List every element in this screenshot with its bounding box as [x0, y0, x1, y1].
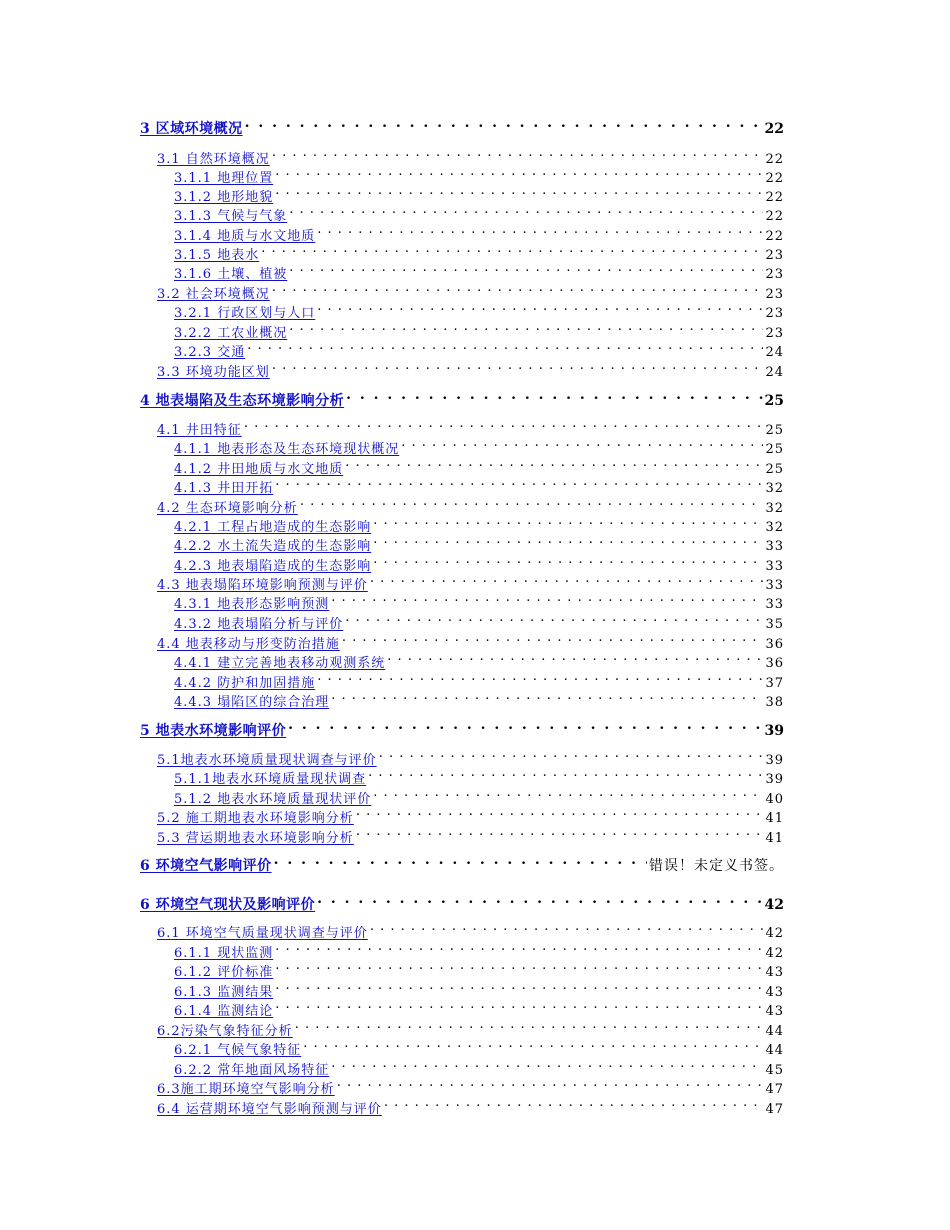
toc-entry[interactable] [174, 317, 784, 341]
toc-entry[interactable] [174, 686, 784, 710]
dot-leader [373, 511, 763, 531]
toc-entry-page-number: 23 [765, 287, 784, 302]
toc-entry-page-number: 33 [765, 559, 784, 574]
toc-entry[interactable] [157, 802, 784, 826]
toc-entry[interactable] [174, 336, 784, 360]
dot-leader [342, 628, 764, 648]
toc-entry-title-link[interactable]: 6.3施工期环境空气影响分析 [157, 1082, 335, 1097]
toc-entry-page-number: 44 [765, 1043, 784, 1058]
toc-entry[interactable] [174, 937, 784, 961]
dot-leader [272, 356, 764, 376]
toc-entry[interactable] [174, 162, 784, 186]
dot-leader [244, 414, 764, 434]
toc-entry-page-number: 47 [765, 1082, 784, 1097]
dot-leader [373, 550, 763, 570]
dot-leader [373, 783, 763, 803]
toc-entry[interactable] [174, 588, 784, 612]
toc-entry-page-number: 22 [765, 229, 784, 244]
dot-leader [245, 113, 763, 133]
toc-entry-title-link[interactable]: 3.1.5 地表水 [174, 248, 260, 263]
toc-entry[interactable] [140, 113, 784, 137]
toc-entry[interactable] [174, 608, 784, 632]
toc-entry-title-link[interactable]: 5.3 营运期地表水环境影响分析 [157, 831, 354, 846]
dot-leader [331, 686, 763, 706]
toc-entry-page-number: 43 [765, 1004, 784, 1019]
toc-entry-page-number: 39 [764, 723, 784, 739]
dot-leader [275, 472, 763, 492]
toc-entry-title-link[interactable]: 4.3.1 地表形态影响预测 [174, 597, 330, 612]
dot-leader [345, 608, 763, 628]
dot-leader [370, 569, 764, 589]
toc-entry-title-link[interactable]: 6 环境空气影响评价 [140, 858, 272, 874]
toc-entry-page-number: 43 [765, 965, 784, 980]
toc-entry[interactable] [157, 1093, 784, 1117]
dot-leader [384, 1093, 764, 1113]
dot-leader [370, 917, 764, 937]
toc-entry[interactable] [140, 715, 784, 739]
toc-entry-page-number: 23 [765, 306, 784, 321]
toc-entry[interactable] [157, 628, 784, 652]
toc-entry[interactable] [174, 763, 784, 787]
toc-entry-title-link[interactable]: 6.1.3 监测结果 [174, 985, 274, 1000]
toc-entry-title-link[interactable]: 4.1.3 井田开拓 [174, 481, 274, 496]
toc-entry-page-number: 40 [765, 792, 784, 807]
dot-leader [379, 744, 764, 764]
toc-entry-page-number: 22 [765, 171, 784, 186]
dot-leader [261, 239, 763, 259]
dot-leader [368, 763, 763, 783]
toc-entry-page-number: 25 [765, 423, 784, 438]
toc-entry-page-number: 25 [765, 442, 784, 457]
toc-entry-title-link[interactable]: 3.2.1 行政区划与人口 [174, 306, 316, 321]
toc-entry[interactable] [174, 453, 784, 477]
toc-entry-title-link[interactable]: 4.4 地表移动与形变防治措施 [157, 637, 340, 652]
toc-entry[interactable] [174, 667, 784, 691]
toc-entry-page-number: 44 [765, 1024, 784, 1039]
toc-entry[interactable] [174, 511, 784, 535]
toc-entry[interactable] [157, 492, 784, 516]
toc-entry-page-number: 32 [765, 501, 784, 516]
toc-entry-page-number: 23 [765, 326, 784, 341]
toc-entry-page-number: 32 [765, 520, 784, 535]
toc-entry[interactable] [140, 385, 784, 409]
toc-entry-title-link[interactable]: 4 地表塌陷及生态环境影响分析 [140, 393, 345, 409]
toc-entry-error-text: 错误！未定义书签。 [649, 858, 784, 874]
dot-leader [289, 258, 763, 278]
toc-entry-title-link[interactable]: 4.2.3 地表塌陷造成的生态影响 [174, 559, 372, 574]
dot-leader [275, 937, 763, 957]
toc-entry-page-number: 36 [765, 637, 784, 652]
toc-entry-title-link[interactable]: 5.2 施工期地表水环境影响分析 [157, 811, 354, 826]
toc-entry-page-number: 35 [765, 617, 784, 632]
toc-entry[interactable] [174, 956, 784, 980]
toc-entry-page-number: 42 [765, 946, 784, 961]
toc-entry-title-link[interactable]: 5.1地表水环境质量现状调查与评价 [157, 753, 377, 768]
toc-entry-title-link[interactable]: 3.1.4 地质与水文地质 [174, 229, 316, 244]
dot-leader [317, 297, 763, 317]
toc-entry-title-link[interactable]: 5.1.1地表水环境质量现状调查 [174, 772, 367, 787]
toc-entry-page-number: 42 [765, 926, 784, 941]
toc-entry[interactable] [157, 822, 784, 846]
dot-leader [401, 433, 763, 453]
dot-leader [274, 850, 647, 870]
toc-entry-title-link[interactable]: 4.1.1 地表形态及生态环境现状概况 [174, 442, 400, 457]
toc-entry[interactable] [174, 297, 784, 321]
dot-leader [288, 715, 762, 735]
toc-entry[interactable] [157, 569, 784, 593]
toc-entry-title-link[interactable]: 6 环境空气现状及影响评价 [140, 897, 316, 913]
toc-entry[interactable] [157, 356, 784, 380]
toc-entry-page-number: 39 [765, 753, 784, 768]
toc-entry-page-number: 47 [765, 1102, 784, 1117]
toc-entry-title-link[interactable]: 4.2.2 水土流失造成的生态影响 [174, 539, 372, 554]
toc-entry-title-link[interactable]: 3.1 自然环境概况 [157, 152, 270, 167]
toc-entry-page-number: 25 [764, 393, 784, 409]
toc-entry[interactable] [157, 143, 784, 167]
toc-entry-page-number: 41 [765, 811, 784, 826]
toc-entry[interactable] [174, 530, 784, 554]
toc-entry[interactable] [157, 744, 784, 768]
toc-entry-page-number: 42 [764, 897, 784, 913]
dot-leader [275, 181, 763, 201]
dot-leader [331, 1054, 763, 1074]
toc-entry-title-link[interactable]: 3.1.1 地理位置 [174, 171, 274, 186]
dot-leader [317, 667, 763, 687]
toc-entry-page-number: 22 [765, 190, 784, 205]
toc-entry[interactable] [174, 433, 784, 457]
dot-leader [373, 530, 763, 550]
toc-entry[interactable] [174, 976, 784, 1000]
toc-entry-page-number: 43 [765, 985, 784, 1000]
toc-entry-title-link[interactable]: 3 区域环境概况 [140, 121, 243, 137]
toc-entry-title-link[interactable]: 3.3 环境功能区划 [157, 365, 270, 380]
toc-entry-title-link[interactable]: 6.2.1 气候气象特征 [174, 1043, 302, 1058]
toc-entry[interactable] [174, 220, 784, 244]
toc-entry-title-link[interactable]: 3.1.6 土壤、植被 [174, 267, 288, 282]
toc-entry-title-link[interactable]: 6.2污染气象特征分析 [157, 1024, 293, 1039]
dot-leader [289, 200, 763, 220]
toc-entry-title-link[interactable]: 3.1.3 气候与气象 [174, 209, 288, 224]
toc-entry-page-number: 23 [765, 248, 784, 263]
dot-leader [303, 1034, 763, 1054]
toc-entry-title-link[interactable]: 4.4.1 建立完善地表移动观测系统 [174, 656, 386, 671]
toc-entry-title-link[interactable]: 4.4.3 塌陷区的综合治理 [174, 695, 330, 710]
toc-entry[interactable] [157, 1015, 784, 1039]
toc-entry[interactable] [157, 278, 784, 302]
toc-entry[interactable] [140, 889, 784, 913]
toc-entry-title-link[interactable]: 4.1 井田特征 [157, 423, 242, 438]
toc-entry-title-link[interactable]: 4.3 地表塌陷环境影响预测与评价 [157, 578, 368, 593]
toc-entry-page-number: 24 [765, 365, 784, 380]
dot-leader [247, 336, 763, 356]
toc-entry[interactable] [174, 1034, 784, 1058]
dot-leader [337, 1073, 764, 1093]
toc-entry[interactable] [174, 200, 784, 224]
toc-entry[interactable] [174, 181, 784, 205]
toc-entry-title-link[interactable]: 3.2 社会环境概况 [157, 287, 270, 302]
toc-entry-title-link[interactable]: 6.1.4 监测结论 [174, 1004, 274, 1019]
toc-entry-title-link[interactable]: 6.4 运营期环境空气影响预测与评价 [157, 1102, 382, 1117]
toc-entry-title-link[interactable]: 4.2 生态环境影响分析 [157, 501, 298, 516]
toc-entry[interactable] [174, 783, 784, 807]
toc-entry[interactable] [157, 917, 784, 941]
toc-entry-page-number: 24 [765, 345, 784, 360]
toc-entry-page-number: 39 [765, 772, 784, 787]
toc-entry[interactable] [174, 550, 784, 574]
dot-leader [272, 143, 764, 163]
toc-entry-title-link[interactable]: 4.2.1 工程占地造成的生态影响 [174, 520, 372, 535]
toc-entry[interactable] [174, 647, 784, 671]
toc-entry-title-link[interactable]: 3.2.3 交通 [174, 345, 246, 360]
toc-entry[interactable] [174, 258, 784, 282]
toc-entry[interactable] [157, 1073, 784, 1097]
dot-leader [275, 995, 763, 1015]
dot-leader [275, 976, 763, 996]
toc-entry-title-link[interactable]: 5 地表水环境影响评价 [140, 723, 287, 739]
toc-entry-title-link[interactable]: 6.1.2 评价标准 [174, 965, 274, 980]
dot-leader [272, 278, 764, 298]
toc-entry-title-link[interactable]: 4.3.2 地表塌陷分析与评价 [174, 617, 344, 632]
toc-entry-title-link[interactable]: 6.1 环境空气质量现状调查与评价 [157, 926, 368, 941]
toc-entry-title-link[interactable]: 3.2.2 工农业概况 [174, 326, 288, 341]
toc-entry-page-number: 41 [765, 831, 784, 846]
dot-leader [275, 162, 763, 182]
toc-entry-title-link[interactable]: 5.1.2 地表水环境质量现状评价 [174, 792, 372, 807]
toc-entry-page-number: 22 [764, 121, 784, 137]
dot-leader [317, 220, 763, 240]
dot-leader [289, 317, 763, 337]
toc-entry[interactable] [174, 239, 784, 263]
toc-entry[interactable] [157, 414, 784, 438]
dot-leader [346, 385, 762, 405]
dot-leader [275, 956, 763, 976]
toc-entry-page-number: 33 [765, 597, 784, 612]
toc-entry-title-link[interactable]: 4.1.2 井田地质与水文地质 [174, 462, 344, 477]
dot-leader [300, 492, 764, 512]
dot-leader [387, 647, 763, 667]
toc-entry-page-number: 22 [765, 209, 784, 224]
dot-leader [356, 802, 764, 822]
dot-leader [317, 889, 762, 909]
dot-leader [331, 588, 763, 608]
toc-entry-page-number: 22 [765, 152, 784, 167]
toc-entry-page-number: 38 [765, 695, 784, 710]
toc-entry-title-link[interactable]: 6.1.1 现状监测 [174, 946, 274, 961]
toc-entry-page-number: 25 [765, 462, 784, 477]
toc-entry-page-number: 23 [765, 267, 784, 282]
toc-entry-title-link[interactable]: 4.4.2 防护和加固措施 [174, 676, 316, 691]
dot-leader [345, 453, 763, 473]
toc-entry-page-number: 36 [765, 656, 784, 671]
toc-entry-page-number: 33 [765, 539, 784, 554]
toc-entry[interactable] [174, 995, 784, 1019]
dot-leader [356, 822, 764, 842]
toc-entry-page-number: 33 [765, 578, 784, 593]
toc-entry-page-number: 32 [765, 481, 784, 496]
toc-entry-title-link[interactable]: 3.1.2 地形地貌 [174, 190, 274, 205]
dot-leader [295, 1015, 764, 1035]
toc-entry-page-number: 37 [765, 676, 784, 691]
toc-entry[interactable] [140, 850, 784, 874]
toc-entry[interactable] [174, 472, 784, 496]
toc-entry[interactable] [174, 1054, 784, 1078]
toc-entry-title-link[interactable]: 6.2.2 常年地面风场特征 [174, 1063, 330, 1078]
toc-entry-page-number: 45 [765, 1063, 784, 1078]
